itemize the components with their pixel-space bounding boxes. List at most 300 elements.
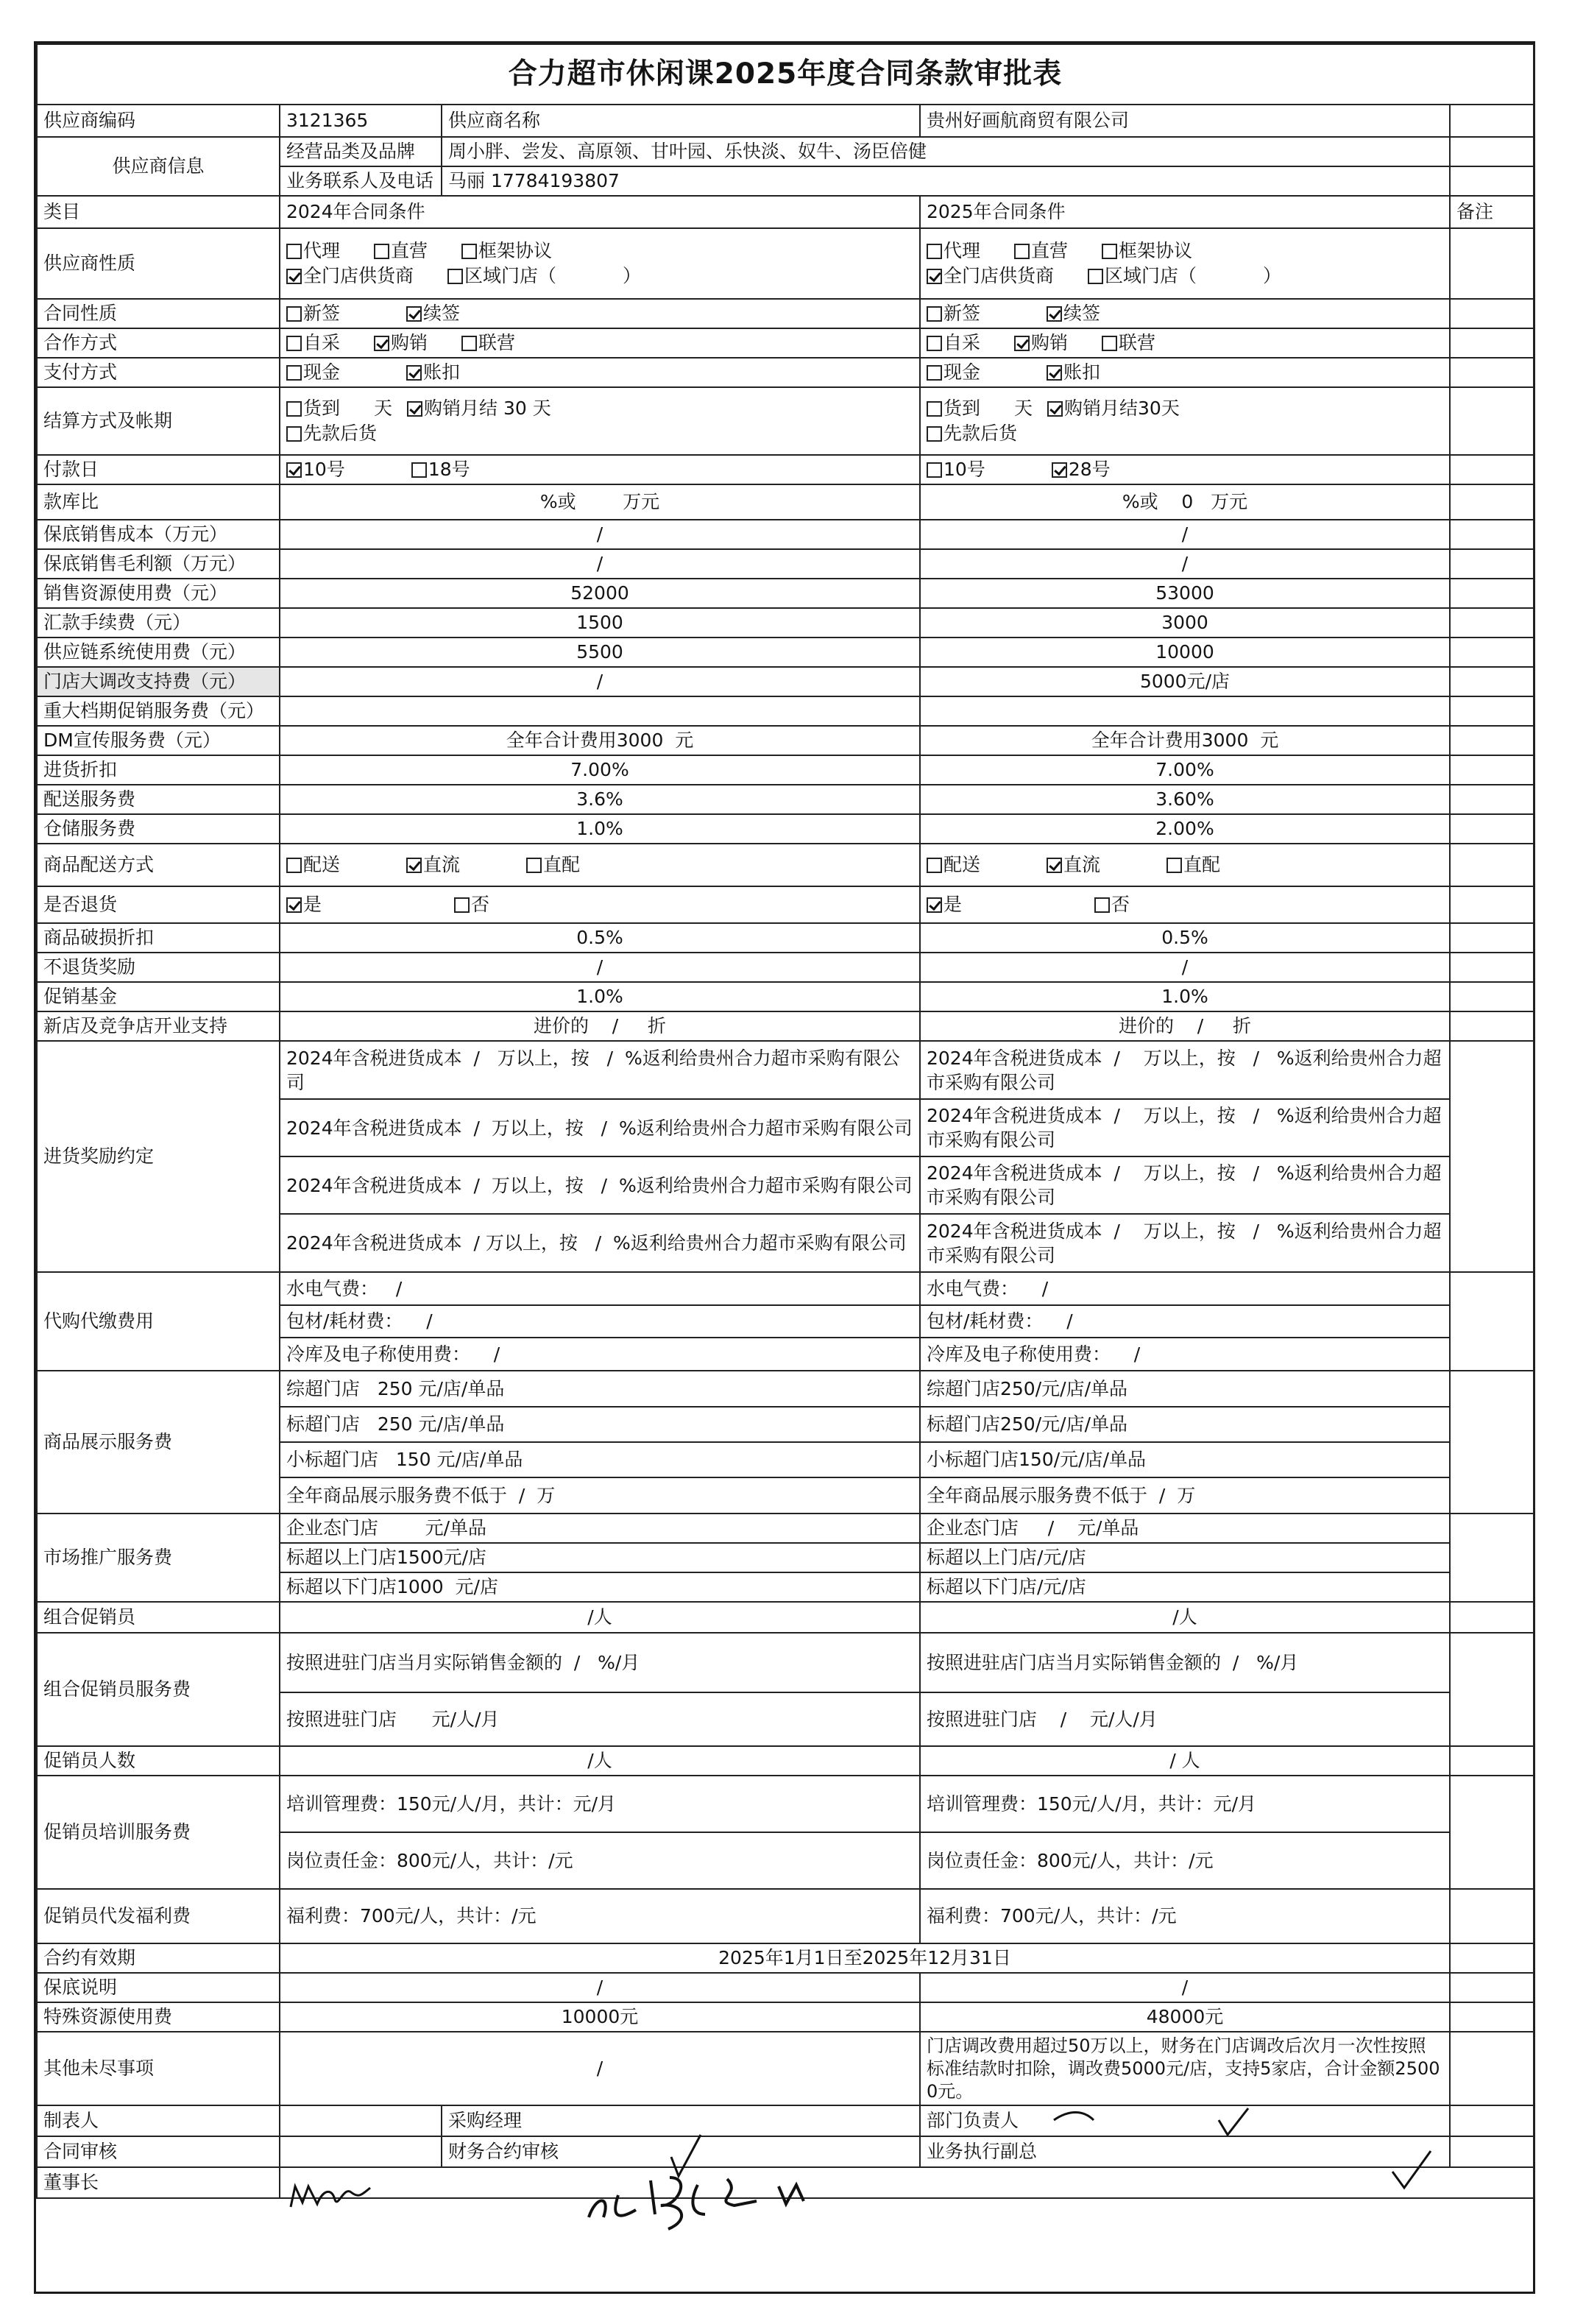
fee-value-2024: / xyxy=(280,549,920,579)
contract-review-label: 合同审核 xyxy=(37,2136,280,2167)
validity-value: 2025年1月1日至2025年12月31日 xyxy=(280,1943,1450,1973)
opt-label: 续签 xyxy=(423,303,461,324)
opt-label: 购销 xyxy=(391,332,428,353)
special-2024: 10000元 xyxy=(280,2002,920,2032)
checkbox-framework xyxy=(1102,244,1117,259)
checkbox-yes-checked xyxy=(927,897,942,913)
opt-label: 否 xyxy=(471,894,490,915)
proxy-2025 xyxy=(920,1272,1450,1371)
opt-label: 代理 xyxy=(303,240,341,261)
opt-label: 直配 xyxy=(543,854,581,875)
combo-fee-lines xyxy=(280,1633,919,1745)
market-label: 市场推广服务费 xyxy=(37,1514,280,1602)
opt-label: 现金 xyxy=(303,361,341,383)
checkbox-monthly-checked xyxy=(407,401,422,417)
sub-line: 2024年含税进货成本 / 万以上，按 / %返利给贵州合力超市采购有限公司 xyxy=(921,1099,1449,1156)
opt-label: 自采 xyxy=(943,332,981,353)
opt-label: 自采 xyxy=(303,332,341,353)
combo-fee-2025 xyxy=(920,1633,1450,1746)
market-2025 xyxy=(920,1514,1450,1602)
pay-method-2025 xyxy=(920,358,1450,387)
empty-cell xyxy=(1450,484,1534,520)
rebate-2024 xyxy=(280,1041,920,1272)
market-2024 xyxy=(280,1514,920,1602)
opt-label: 现金 xyxy=(943,361,981,383)
fee-value-2024: / xyxy=(280,667,920,696)
checkbox-prepay xyxy=(927,426,942,442)
fee-value-2025: / xyxy=(920,549,1450,579)
fee-label: 商品破损折扣 xyxy=(37,923,280,953)
fee-value-2025 xyxy=(920,696,1450,726)
fee-value-2025: 3.60% xyxy=(920,785,1450,814)
empty-cell xyxy=(1450,299,1534,328)
coop-label: 合作方式 xyxy=(37,328,280,358)
opt-label: 是 xyxy=(943,894,963,915)
checkbox-direct xyxy=(1014,244,1030,259)
sub-line: 标超以下门店/元/店 xyxy=(927,1576,1086,1597)
approval-table xyxy=(36,43,1534,2199)
promoters-label: 促销员人数 xyxy=(37,1746,280,1776)
ratio-2024: %或 万元 xyxy=(280,484,920,520)
sub-line: 冷库及电子称使用费： / xyxy=(927,1343,1141,1365)
checkbox-no xyxy=(1094,897,1110,913)
fee-row xyxy=(37,953,1534,982)
remark-header: 备注 xyxy=(1450,196,1534,228)
sub-line: 标超门店250/元/店/单品 xyxy=(921,1407,1449,1442)
fee-rows-2 xyxy=(37,923,1534,1041)
empty-cell xyxy=(1450,1776,1534,1889)
empty-cell xyxy=(1450,579,1534,608)
empty-cell xyxy=(1450,1889,1534,1943)
opt-label: 直配 xyxy=(1183,854,1221,875)
supplier-name-label: 供应商名称 xyxy=(442,105,920,137)
guarantee-label: 保底说明 xyxy=(37,1973,280,2002)
proxy-lines-2024 xyxy=(280,1273,919,1370)
ratio-label: 款库比 xyxy=(37,484,280,520)
opt-label: 全门店供货商 xyxy=(943,265,1055,286)
training-line: 培训管理费：150元/人/月，共计：元/月 xyxy=(921,1776,1449,1832)
finance-review-label: 财务合约审核 xyxy=(442,2136,920,2167)
training-lines xyxy=(280,1776,919,1888)
settle-label: 结算方式及帐期 xyxy=(37,387,280,455)
fee-value-2025: 53000 xyxy=(920,579,1450,608)
delivery-2025 xyxy=(920,844,1450,886)
sub-line: 综超门店250/元/店/单品 xyxy=(921,1371,1449,1407)
returns-2025 xyxy=(920,886,1450,923)
combo-label: 组合促销员 xyxy=(37,1602,280,1633)
sub-line: 包材/耗材费： / xyxy=(280,1305,919,1338)
validity-label: 合约有效期 xyxy=(37,1943,280,1973)
empty-cell xyxy=(1450,105,1534,137)
opt-label: 是 xyxy=(303,894,322,915)
empty-cell xyxy=(1450,923,1534,953)
coop-2025 xyxy=(920,328,1450,358)
checkbox-10-checked xyxy=(286,462,302,478)
opt-label: 新签 xyxy=(303,303,341,324)
empty-cell xyxy=(1450,785,1534,814)
fee-value-2024: 5500 xyxy=(280,637,920,667)
empty-cell xyxy=(1450,844,1534,886)
opt-label: 直营 xyxy=(1031,240,1069,261)
coop-2024 xyxy=(280,328,920,358)
checkbox-18 xyxy=(411,462,427,478)
fee-value-2024: / xyxy=(280,520,920,549)
special-label: 特殊资源使用费 xyxy=(37,2002,280,2032)
opt-label: 配送 xyxy=(303,854,341,875)
empty-cell xyxy=(1450,1602,1534,1633)
fee-row xyxy=(37,579,1534,608)
proxy-label: 代购代缴费用 xyxy=(37,1272,280,1371)
checkbox-new xyxy=(927,306,942,322)
fee-label: DM宣传服务费（元） xyxy=(37,726,280,755)
fee-value-2025: 10000 xyxy=(920,637,1450,667)
combo-fee-label: 组合促销员服务费 xyxy=(37,1633,280,1746)
checkbox-dp xyxy=(526,858,542,873)
opt-label: 购销 xyxy=(1031,332,1069,353)
opt-label: 购销月结 30 天 xyxy=(424,398,551,419)
fee-label: 新店及竞争店开业支持 xyxy=(37,1011,280,1041)
training-line: 岗位责任金：800元/人，共计：/元 xyxy=(286,1849,573,1871)
empty-cell xyxy=(1450,549,1534,579)
fee-row xyxy=(37,785,1534,814)
checkbox-cash xyxy=(286,365,302,381)
sub-line: 标超门店 250 元/店/单品 xyxy=(280,1407,919,1442)
category-brand-label: 经营品类及品牌 xyxy=(280,137,442,166)
chairman-label: 董事长 xyxy=(37,2167,280,2198)
contact-label: 业务联系人及电话 xyxy=(280,166,442,196)
combo-fee-lines xyxy=(921,1633,1449,1745)
delivery-label: 商品配送方式 xyxy=(37,844,280,886)
opt-label: 直流 xyxy=(1063,854,1101,875)
checkbox-prepay xyxy=(286,426,302,442)
fee-label: 保底销售毛利额（万元） xyxy=(37,549,280,579)
pay-method-2024 xyxy=(280,358,920,387)
contract-type-2025 xyxy=(920,299,1450,328)
empty-cell xyxy=(1450,608,1534,637)
fee-row xyxy=(37,549,1534,579)
fee-row xyxy=(37,608,1534,637)
checkbox-joint xyxy=(461,336,477,351)
empty-cell xyxy=(1450,387,1534,455)
opt-label: 联营 xyxy=(1119,332,1156,353)
other-2025: 门店调改费用超过50万以上，财务在门店调改后次月一次性按照标准结款时扣除，调改费5000元/店，支持5家店，合计金额25000元。 xyxy=(920,2032,1450,2105)
fee-value-2024: 0.5% xyxy=(280,923,920,953)
settle-2024 xyxy=(280,387,920,455)
opt-label: ） xyxy=(623,265,642,286)
empty-cell xyxy=(1450,1746,1534,1776)
empty-cell xyxy=(1450,637,1534,667)
sub-line: 标超以上门店1500元/店 xyxy=(280,1543,919,1572)
checkbox-all-stores-checked xyxy=(927,269,942,284)
checkbox-buy-checked xyxy=(374,336,389,351)
sub-line: 标超以下门店1000 元/店 xyxy=(286,1576,498,1597)
opt-label: 先款后货 xyxy=(303,423,378,444)
fee-value-2025: 全年合计费用3000 元 xyxy=(920,726,1450,755)
maker-label: 制表人 xyxy=(37,2105,280,2136)
opt-label: 10号 xyxy=(303,459,345,480)
fee-label: 销售资源使用费（元） xyxy=(37,579,280,608)
sub-line: 2024年含税进货成本 / 万以上，按 / %返利给贵州合力超市采购有限公司 xyxy=(280,1099,919,1156)
fee-label: 配送服务费 xyxy=(37,785,280,814)
vp-label: 业务执行副总 xyxy=(920,2136,1450,2167)
checkbox-yes-checked xyxy=(286,897,302,913)
supplier-nature-2024 xyxy=(280,228,920,299)
checkbox-ds xyxy=(286,858,302,873)
sub-line: 标超以上门店/元/店 xyxy=(921,1543,1449,1572)
fee-value-2024: 52000 xyxy=(280,579,920,608)
fee-value-2025: 进价的 / 折 xyxy=(920,1011,1450,1041)
fee-row xyxy=(37,667,1534,696)
display-2024 xyxy=(280,1371,920,1514)
training-line: 岗位责任金：800元/人，共计：/元 xyxy=(927,1849,1214,1871)
opt-label: 28号 xyxy=(1068,459,1111,480)
special-2025: 48000元 xyxy=(920,2002,1450,2032)
checkbox-region xyxy=(1088,269,1103,284)
checkbox-arrival xyxy=(927,401,942,417)
checkbox-dp xyxy=(1166,858,1182,873)
opt-label: 账扣 xyxy=(423,361,461,383)
fee-row xyxy=(37,814,1534,844)
fee-value-2025: / xyxy=(920,520,1450,549)
other-label: 其他未尽事项 xyxy=(37,2032,280,2105)
opt-label: 直流 xyxy=(423,854,461,875)
welfare-2025: 福利费：700元/人，共计：/元 xyxy=(920,1889,1450,1943)
empty-cell xyxy=(1450,982,1534,1011)
opt-label: 货到 xyxy=(943,398,981,419)
opt-label: 配送 xyxy=(943,854,981,875)
empty-cell xyxy=(1450,2105,1534,2136)
fee-row xyxy=(37,726,1534,755)
guarantee-2024: / xyxy=(280,1973,920,2002)
sub-line: 企业态门店 元/单品 xyxy=(280,1514,919,1543)
training-2024 xyxy=(280,1776,920,1889)
promoters-2024: /人 xyxy=(280,1746,920,1776)
empty-cell xyxy=(1450,1943,1534,1973)
sub-line: 2024年含税进货成本 / 万以上，按 / %返利给贵州合力超市采购有限公司 xyxy=(921,1042,1449,1099)
combo-fee-line: 按照进驻店门店当月实际销售金额的 / %/月 xyxy=(921,1633,1449,1692)
empty-cell xyxy=(1450,137,1534,166)
empty-cell xyxy=(1450,1633,1534,1746)
opt-label: 续签 xyxy=(1063,303,1101,324)
rebate-lines-2024 xyxy=(280,1042,919,1271)
pay-method-label: 支付方式 xyxy=(37,358,280,387)
fee-value-2024: 3.6% xyxy=(280,785,920,814)
delivery-2024 xyxy=(280,844,920,886)
sub-line: 小标超门店 150 元/店/单品 xyxy=(280,1442,919,1477)
supplier-info-label: 供应商信息 xyxy=(37,137,280,196)
market-lines-2024 xyxy=(280,1514,919,1601)
fee-label: 不退货奖励 xyxy=(37,953,280,982)
sub-line: 包材/耗材费： / xyxy=(921,1305,1449,1338)
display-label: 商品展示服务费 xyxy=(37,1371,280,1514)
header-2025: 2025年合同条件 xyxy=(920,196,1450,228)
fee-value-2024 xyxy=(280,696,920,726)
pay-day-2025 xyxy=(920,455,1450,484)
dept-head-label: 部门负责人 xyxy=(920,2105,1450,2136)
other-2024: / xyxy=(280,2032,920,2105)
checkbox-monthly-checked xyxy=(1047,401,1063,417)
checkbox-cash xyxy=(927,365,942,381)
checkbox-self xyxy=(286,336,302,351)
fee-value-2025: 0.5% xyxy=(920,923,1450,953)
display-2025 xyxy=(920,1371,1450,1514)
empty-cell xyxy=(280,2167,1534,2198)
empty-cell xyxy=(1450,166,1534,196)
maker-signature-cell xyxy=(280,2105,442,2136)
empty-cell xyxy=(1450,328,1534,358)
sub-line: 综超门店 250 元/店/单品 xyxy=(280,1371,919,1407)
sub-line: 冷库及电子称使用费： / xyxy=(286,1343,500,1365)
fee-label: 重大档期促销服务费（元） xyxy=(37,696,280,726)
empty-cell xyxy=(1450,755,1534,785)
opt-label: 全门店供货商 xyxy=(303,265,414,286)
promoters-2025: / 人 xyxy=(920,1746,1450,1776)
opt-label: 18号 xyxy=(428,459,470,480)
checkbox-region xyxy=(447,269,463,284)
supplier-nature-label: 供应商性质 xyxy=(37,228,280,299)
fee-rows xyxy=(37,520,1534,844)
checkbox-renew-checked xyxy=(1047,306,1062,322)
display-lines-2024 xyxy=(280,1371,919,1513)
combo-fee-line: 按照进驻门店 / 元/人/月 xyxy=(927,1708,1158,1730)
fee-value-2024: 1.0% xyxy=(280,982,920,1011)
checkbox-ds xyxy=(927,858,942,873)
checkbox-direct-flow-checked xyxy=(406,858,422,873)
welfare-label: 促销员代发福利费 xyxy=(37,1889,280,1943)
checkbox-deduct-checked xyxy=(406,365,422,381)
fee-row xyxy=(37,923,1534,953)
sub-line: 2024年含税进货成本 / 万以上，按 / %返利给贵州合力超市采购有限公司 xyxy=(927,1220,1442,1266)
empty-cell xyxy=(1450,1041,1534,1272)
checkbox-all-stores-checked xyxy=(286,269,302,284)
empty-cell xyxy=(1450,228,1534,299)
market-lines-2025 xyxy=(921,1514,1449,1601)
checkbox-self xyxy=(927,336,942,351)
fee-value-2025: / xyxy=(920,953,1450,982)
pay-day-2024 xyxy=(280,455,920,484)
fee-label: 供应链系统使用费（元） xyxy=(37,637,280,667)
checkbox-joint xyxy=(1102,336,1117,351)
checkbox-renew-checked xyxy=(406,306,422,322)
opt-label: 直营 xyxy=(391,240,428,261)
fee-value-2025: 3000 xyxy=(920,608,1450,637)
opt-label: 天 xyxy=(1014,398,1033,419)
fee-label: 促销基金 xyxy=(37,982,280,1011)
opt-label: 区域门店（ xyxy=(1105,265,1197,286)
opt-label: 货到 xyxy=(303,398,341,419)
opt-label: ） xyxy=(1263,265,1282,286)
empty-cell xyxy=(1450,2002,1534,2032)
opt-label: 天 xyxy=(374,398,393,419)
returns-label: 是否退货 xyxy=(37,886,280,923)
checkbox-no xyxy=(454,897,470,913)
empty-cell xyxy=(280,2136,442,2167)
rebate-2025 xyxy=(920,1041,1450,1272)
empty-cell xyxy=(1450,696,1534,726)
sub-line: 2024年含税进货成本 / 万以上，按 / %返利给贵州合力超市采购有限公司 xyxy=(280,1156,919,1214)
proxy-2024 xyxy=(280,1272,920,1371)
fee-label: 门店大调改支持费（元） xyxy=(37,667,280,696)
category-brand: 周小胖、尝发、高原领、甘叶园、乐快淡、奴牛、汤臣倍健 xyxy=(442,137,1450,166)
display-lines-2025 xyxy=(921,1371,1449,1513)
rebate-lines-2025 xyxy=(921,1042,1449,1271)
opt-label: 购销月结30天 xyxy=(1064,398,1180,419)
empty-cell xyxy=(1450,667,1534,696)
opt-label: 区域门店（ xyxy=(464,265,557,286)
supplier-nature-2025 xyxy=(920,228,1450,299)
empty-cell xyxy=(1450,358,1534,387)
sub-line: 水电气费： / xyxy=(280,1273,919,1305)
opt-label: 联营 xyxy=(478,332,516,353)
rebate-label: 进货奖励约定 xyxy=(37,1041,280,1272)
sub-line: 全年商品展示服务费不低于 / 万 xyxy=(286,1484,556,1506)
sub-line: 2024年含税进货成本 / 万以上，按 / %返利给贵州合力超市采购有限公司 xyxy=(280,1042,919,1099)
fee-row xyxy=(37,520,1534,549)
buyer-manager-label: 采购经理 xyxy=(442,2105,920,2136)
empty-cell xyxy=(1450,1011,1534,1041)
approval-form xyxy=(34,41,1535,2294)
empty-cell xyxy=(1450,520,1534,549)
opt-label: 先款后货 xyxy=(943,423,1018,444)
empty-cell xyxy=(1450,1973,1534,2002)
header-2024: 2024年合同条件 xyxy=(280,196,920,228)
checkbox-direct-flow-checked xyxy=(1047,858,1062,873)
pay-day-label: 付款日 xyxy=(37,455,280,484)
sub-line: 全年商品展示服务费不低于 / 万 xyxy=(927,1484,1196,1506)
supplier-code-label: 供应商编码 xyxy=(37,105,280,137)
checkbox-10 xyxy=(927,462,942,478)
empty-cell xyxy=(1450,953,1534,982)
form-title: 合力超市休闲课2025年度合同条款审批表 xyxy=(37,44,1534,105)
opt-label: 框架协议 xyxy=(1119,240,1193,261)
checkbox-agent xyxy=(927,244,942,259)
checkbox-new xyxy=(286,306,302,322)
empty-cell xyxy=(1450,455,1534,484)
guarantee-2025: / xyxy=(920,1973,1450,2002)
welfare-2024: 福利费：700元/人，共计：/元 xyxy=(280,1889,920,1943)
checkbox-deduct-checked xyxy=(1047,365,1062,381)
fee-value-2024: 1.0% xyxy=(280,814,920,844)
sub-line: 小标超门店150/元/店/单品 xyxy=(921,1442,1449,1477)
opt-label: 新签 xyxy=(943,303,981,324)
returns-2024 xyxy=(280,886,920,923)
empty-cell xyxy=(1450,1514,1534,1602)
checkbox-buy-checked xyxy=(1014,336,1030,351)
opt-label: 10号 xyxy=(943,459,985,480)
opt-label: 代理 xyxy=(943,240,981,261)
fee-value-2024: / xyxy=(280,953,920,982)
fee-value-2024: 全年合计费用3000 元 xyxy=(280,726,920,755)
empty-cell xyxy=(1450,2136,1534,2167)
fee-value-2024: 进价的 / 折 xyxy=(280,1011,920,1041)
fee-value-2025: 5000元/店 xyxy=(920,667,1450,696)
fee-row xyxy=(37,696,1534,726)
training-line: 培训管理费：150元/人/月，共计：元/月 xyxy=(280,1776,919,1832)
checkbox-arrival xyxy=(286,401,302,417)
sub-line: 2024年含税进货成本 / 万以上，按 / %返利给贵州合力超市采购有限公司 xyxy=(921,1156,1449,1214)
fee-row xyxy=(37,755,1534,785)
category-header: 类目 xyxy=(37,196,280,228)
empty-cell xyxy=(1450,1371,1534,1514)
fee-value-2025: 2.00% xyxy=(920,814,1450,844)
sub-line: 企业态门店 / 元/单品 xyxy=(921,1514,1449,1543)
fee-value-2024: 7.00% xyxy=(280,755,920,785)
fee-row xyxy=(37,982,1534,1011)
fee-label: 汇款手续费（元） xyxy=(37,608,280,637)
fee-label: 保底销售成本（万元） xyxy=(37,520,280,549)
proxy-lines-2025 xyxy=(921,1273,1449,1370)
opt-label: 账扣 xyxy=(1063,361,1101,383)
